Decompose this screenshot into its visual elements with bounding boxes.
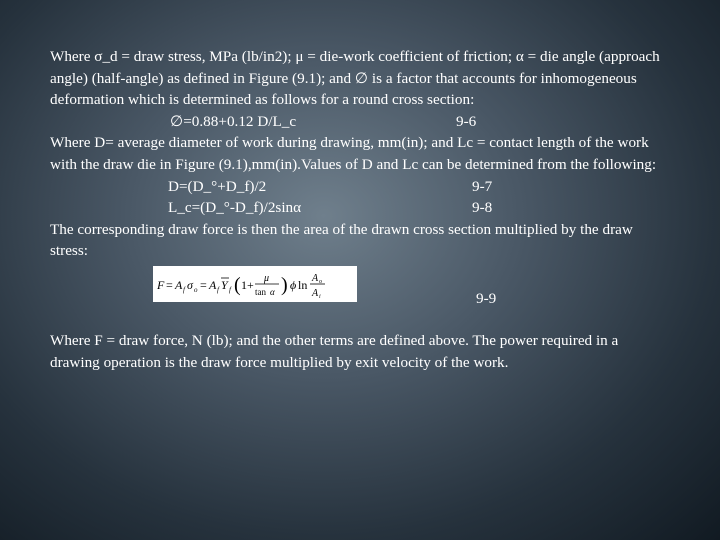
svg-text:F: F [157, 277, 165, 292]
svg-text:ϕ: ϕ [290, 277, 297, 292]
svg-text:=: = [166, 277, 173, 292]
equation-expression: D=(D_°+D_f)/2 [168, 177, 267, 195]
svg-text:α: α [270, 286, 275, 297]
draw-force-formula-image [153, 266, 357, 302]
equation-expression: L_c=(D_°-D_f)/2sinα [168, 199, 302, 217]
svg-text:A: A [175, 277, 183, 292]
paragraph-draw-force-intro: The corresponding draw force is then the area of the drawn cross section multiplied by the draw stress: [50, 220, 633, 260]
svg-text:A: A [209, 277, 217, 292]
equation-expression: ∅=0.88+0.12 D/L_c [170, 112, 297, 130]
svg-text:i: i [319, 293, 321, 300]
equation-number: 9-6 [456, 112, 477, 130]
svg-text:σ: σ [187, 277, 193, 292]
equation-number: 9-8 [472, 199, 493, 217]
svg-text:f: f [217, 285, 219, 294]
svg-text:μ: μ [264, 272, 270, 284]
svg-text:f: f [229, 285, 231, 294]
svg-text:tan: tan [255, 286, 266, 297]
spacer [50, 320, 670, 330]
svg-text:Y: Y [221, 277, 228, 292]
svg-text:): ) [281, 273, 288, 296]
text-body [50, 46, 670, 373]
equation-9-8 [50, 197, 670, 219]
paragraph-force-definitions: Where F = draw force, N (lb); and the other terms are defined above. The power required in a drawing operation is the draw force multiplied by exit velocity of the work. [50, 331, 619, 371]
svg-text:A: A [312, 287, 319, 299]
equation-9-9 [50, 262, 670, 320]
svg-text:(: ( [234, 273, 241, 296]
equation-number: 9-9 [476, 289, 497, 307]
svg-text:=: = [200, 277, 207, 292]
svg-text:1+: 1+ [241, 277, 254, 292]
svg-text:f: f [183, 285, 185, 294]
svg-text:o: o [319, 278, 322, 285]
equation-9-7 [50, 176, 670, 198]
equation-9-6 [50, 111, 670, 133]
svg-text:o: o [194, 285, 198, 294]
svg-text:A: A [312, 272, 319, 284]
paragraph-diameter-definitions: Where D= average diameter of work during drawing, mm(in); and Lc = contact length of the work with the draw die in Figure (9.1),mm(in).Values of D and Lc can be determined from the following: [50, 134, 657, 173]
paragraph-stress-definitions: Where σ_d = draw stress, MPa (lb/in2); μ = die-work coefficient of friction; α = die angle (approach angle) (half-angle) as defined in Figure (9.1); and ∅ is a factor that accounts for inhomogeneous deformation which is determined as follows for a round cross section: [50, 48, 660, 109]
equation-number: 9-7 [472, 177, 493, 195]
svg-text:ln: ln [298, 277, 308, 292]
